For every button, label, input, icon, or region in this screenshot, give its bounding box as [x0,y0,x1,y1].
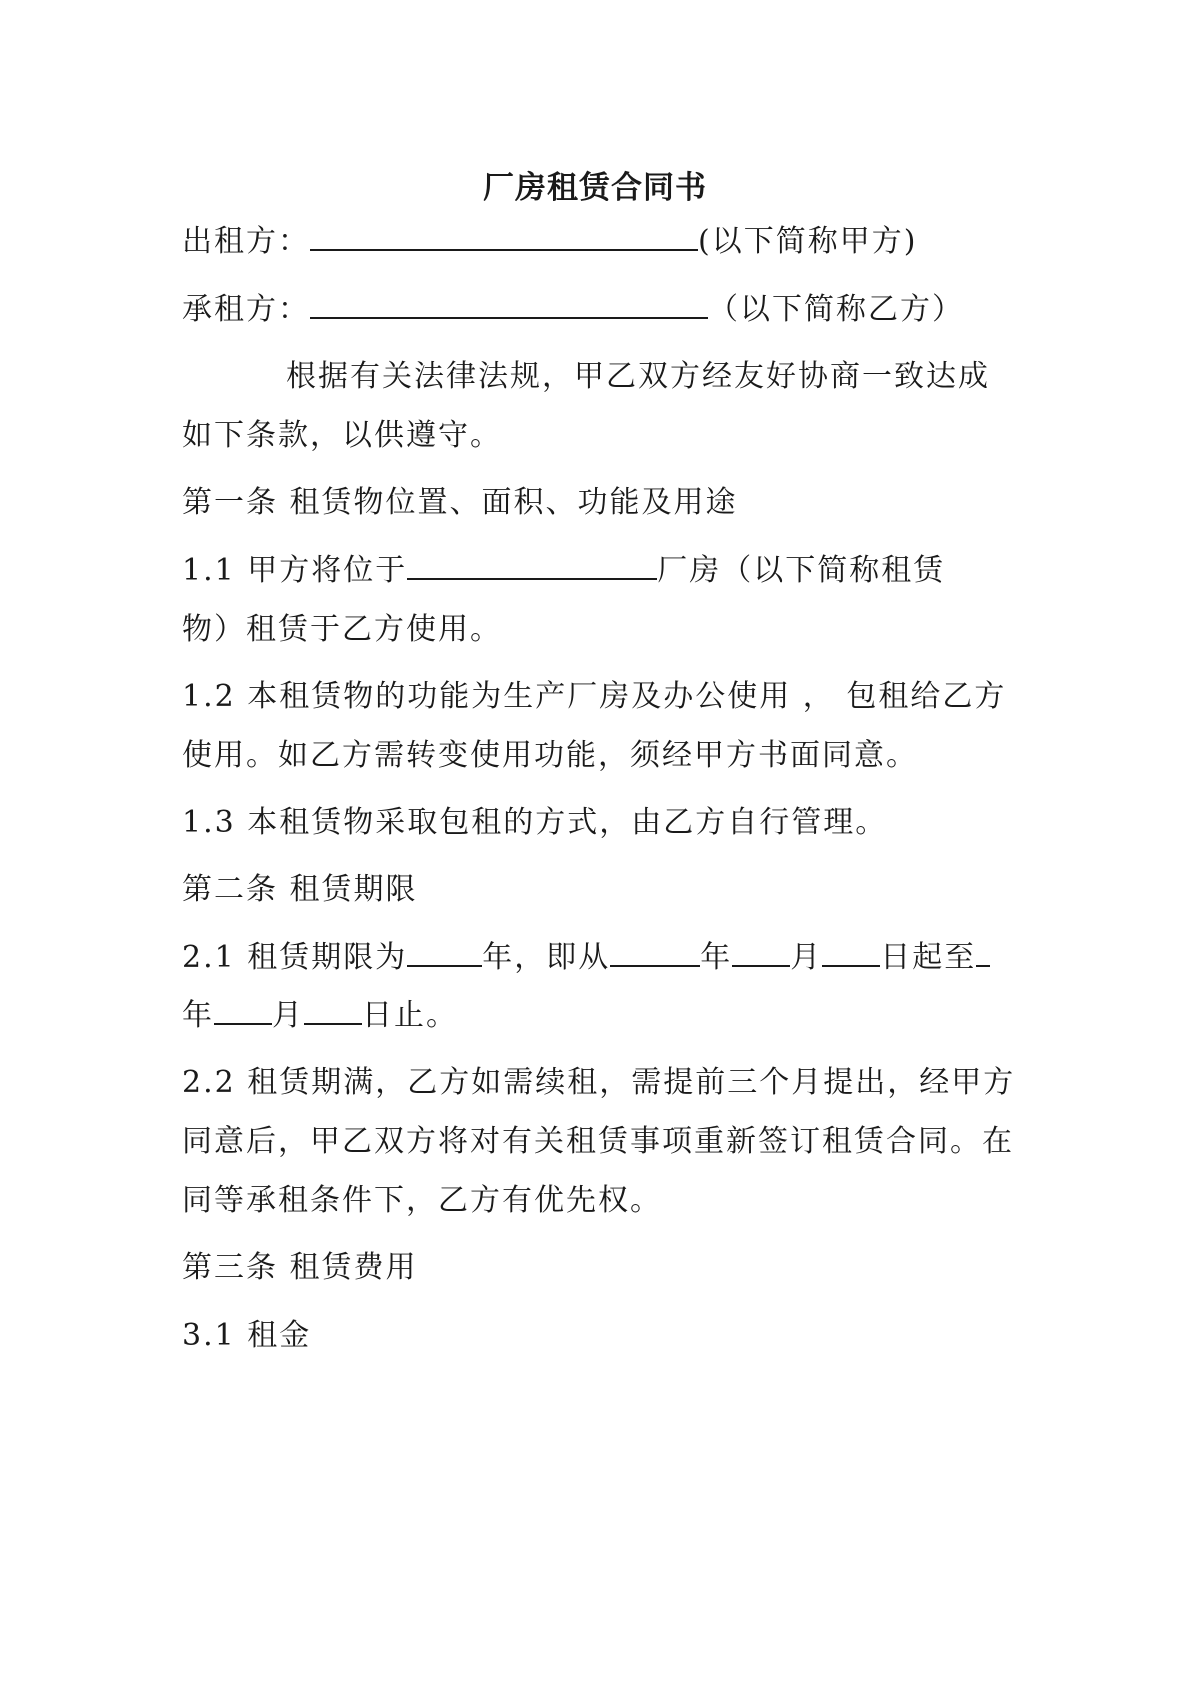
clause-2-1-c: 年 [700,940,733,975]
preamble-line-1: 根据有关法律法规，甲乙双方经友好协商一致达成 [286,359,990,394]
clause-3-1: 3.1 租金 [182,1318,312,1353]
clause-2-2-line-2: 同意后，甲乙双方将对有关租赁事项重新签订租赁合同。在 [182,1124,1014,1159]
lessor-line [182,222,917,262]
clause-1-1-line-2: 物）租赁于乙方使用。 [182,612,502,647]
clause-1-1-prefix: 1.1 甲方将位于 [182,553,408,588]
location-blank[interactable] [407,554,657,580]
start-month-blank[interactable] [732,941,790,967]
end-month-blank[interactable] [214,999,272,1025]
end-year-blank[interactable] [976,941,990,967]
clause-2-2-line-1: 2.2 租赁期满，乙方如需续租，需提前三个月提出，经甲方 [182,1065,1016,1100]
clause-1-1-line-1 [182,551,945,591]
lessee-label: 承租方： [182,292,310,327]
clause-2-1-line-1 [182,938,990,978]
clause-1-3: 1.3 本租赁物采取包租的方式，由乙方自行管理。 [182,805,888,840]
lessee-name-blank[interactable] [310,293,708,319]
article2-heading: 第二条 租赁期限 [182,872,418,907]
lessee-suffix: （以下简称乙方） [708,292,964,327]
lessee-line [182,290,964,330]
clause-1-2-line-2: 使用。如乙方需转变使用功能，须经甲方书面同意。 [182,738,918,773]
start-day-blank[interactable] [822,941,880,967]
clause-2-1-a: 2.1 租赁期限为 [182,940,408,975]
article1-heading: 第一条 租赁物位置、面积、功能及用途 [182,485,738,520]
clause-2-1-f: 年 [182,998,214,1033]
clause-2-1-d: 月 [790,940,823,975]
lessor-name-blank[interactable] [310,225,698,251]
preamble-line-2: 如下条款，以供遵守。 [182,418,502,453]
clause-1-2-line-1: 1.2 本租赁物的功能为生产厂房及办公使用 ， 包租给乙方 [182,679,1007,714]
lessor-suffix: (以下简称甲方) [698,224,918,259]
article3-heading: 第三条 租赁费用 [182,1250,418,1285]
clause-1-1-suffix: 厂房（以下简称租赁 [657,553,946,588]
clause-2-1-e: 日起至 [880,940,977,975]
clause-2-1-b: 年，即从 [482,940,611,975]
clause-2-1-h: 日止。 [362,998,458,1033]
lessor-label: 出租方： [182,224,310,259]
end-day-blank[interactable] [304,999,362,1025]
clause-2-2-line-3: 同等承租条件下，乙方有优先权。 [182,1183,662,1218]
clause-2-1-line-2 [182,996,458,1036]
start-year-blank[interactable] [610,941,700,967]
clause-2-1-g: 月 [272,998,304,1033]
term-years-blank[interactable] [407,941,482,967]
document-title: 厂房租赁合同书 [483,170,707,206]
